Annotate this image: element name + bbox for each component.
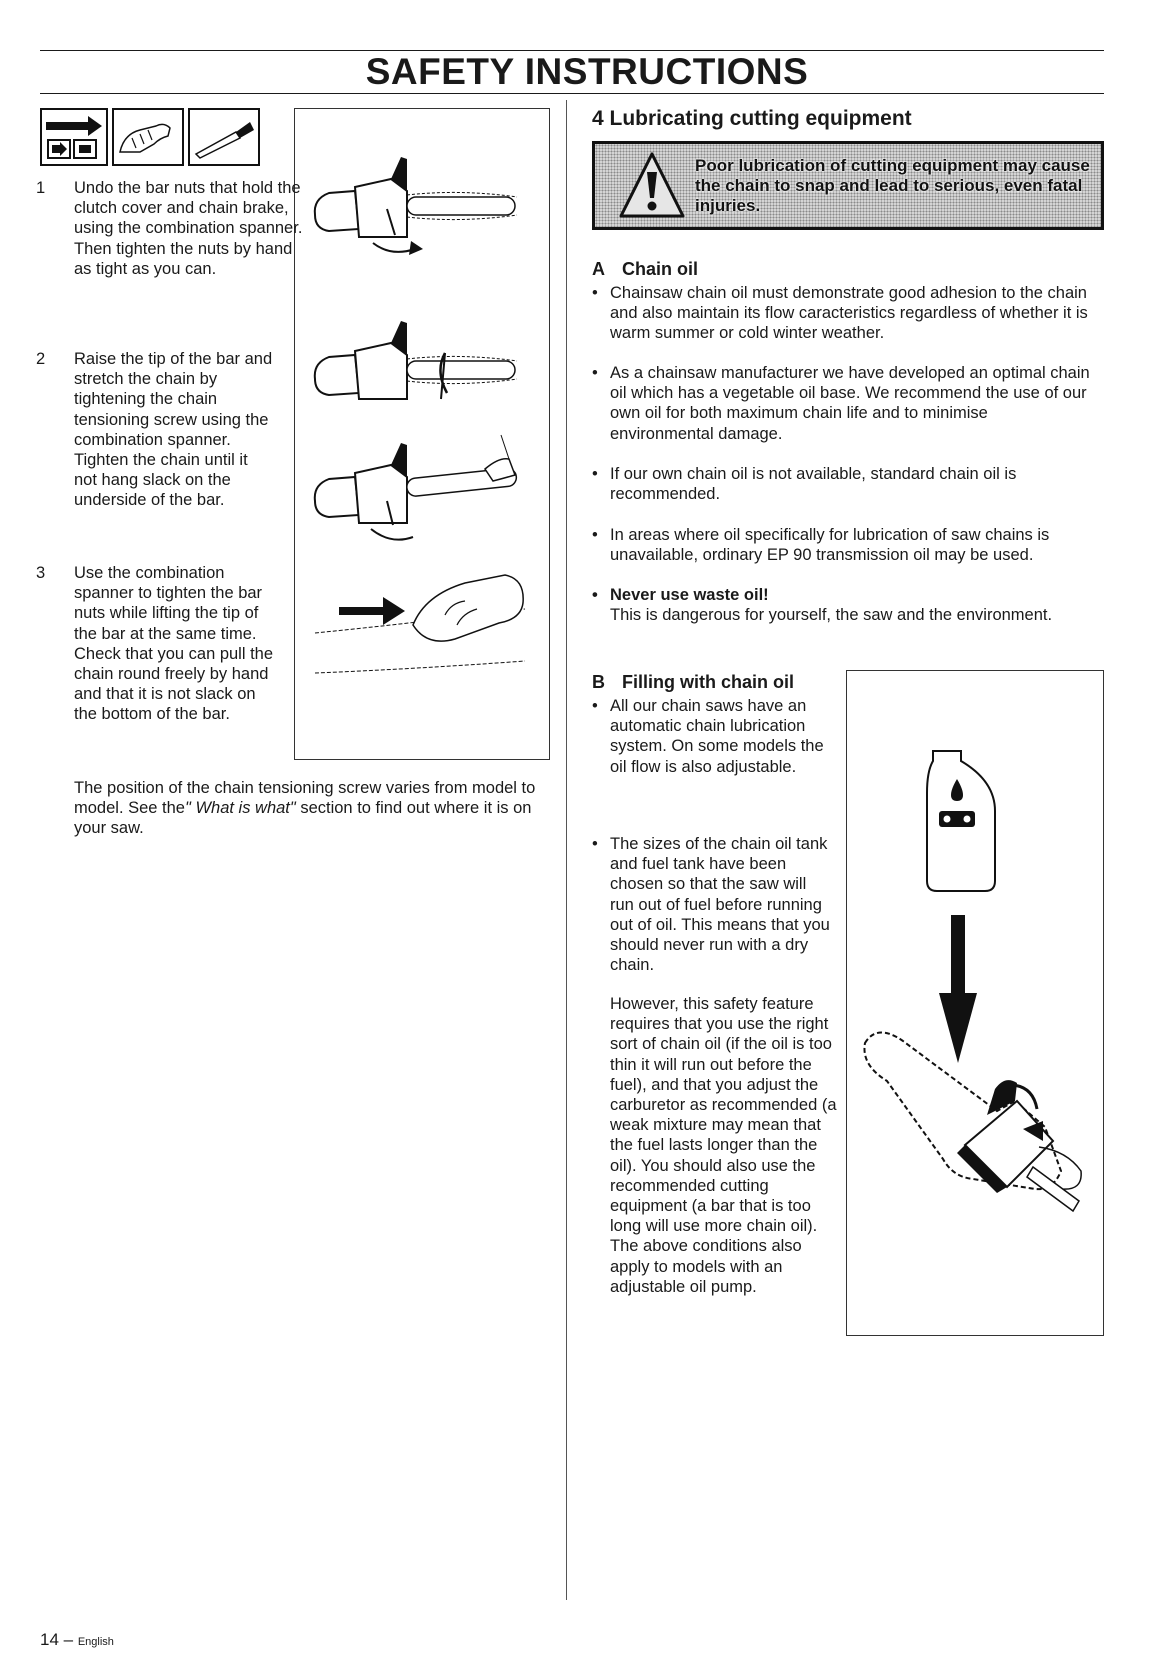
warning-text: Poor lubrication of cutting equipment may cause the chain to snap and lead to serious, even fatal injuries. <box>695 156 1090 215</box>
filling-paragraph: However, this safety feature requires that you use the right sort of chain oil (if the oil is too thin it will run out before the fuel), and that you adjust the carburetor as recommended (a weak mixture may mean that the fuel lasts longer than the oil). You should also use the recommended cutting equipment (a bar that is too long will use more chain oil). The above conditions also apply to models with an adjustable oil pump. <box>610 995 837 1296</box>
icon-strip <box>40 108 260 166</box>
step-1-text: Undo the bar nuts that hold the clutch cover and chain brake, using the combination spanner. Then tighten the nuts by hand as tight as you can. <box>74 179 303 278</box>
page-number: 14 <box>40 1630 59 1649</box>
step-3 <box>36 563 286 743</box>
warning-box <box>592 141 1104 230</box>
step-2-number: 2 <box>36 350 46 368</box>
footer-language: English <box>77 1636 114 1648</box>
warning-triangle-icon <box>617 150 687 222</box>
page-footer: 14 – English <box>40 1630 114 1649</box>
list-item: • All our chain saws have an automatic chain lubrication system. On some models the oil flow is also adjustable. <box>592 696 832 796</box>
list-item: • If our own chain oil is not available, standard chain oil is recommended. <box>592 464 1092 506</box>
chain-oil-bullet-3: If our own chain oil is not available, standard chain oil is recommended. <box>610 465 1017 504</box>
chain-oil-heading-text: Chain oil <box>622 259 698 279</box>
step-2-text: Raise the tip of the bar and stretch the chain by tightening the chain tensioning screw using the combination spanner. Tighten the chain until it not hang slack on the underside of the bar. <box>74 350 273 510</box>
oil-filling-figure-box <box>846 670 1104 1336</box>
chain-oil-letter: A <box>592 259 605 279</box>
down-arrow-icon <box>939 915 977 1063</box>
waste-oil-warning-text: Never use waste oil! <box>610 586 769 604</box>
glove-icon <box>113 109 183 165</box>
page-title: SAFETY INSTRUCTIONS <box>365 51 809 92</box>
waste-oil-explanation: This is dangerous for yourself, the saw and the environment. <box>610 606 1053 624</box>
waste-oil-warning: • Never use waste oil! <box>592 586 769 604</box>
note-text-after: section to find out where it is on your saw. <box>74 799 532 838</box>
brush-icon <box>189 109 259 165</box>
step-3-number: 3 <box>36 564 46 582</box>
chainsaw-lift-bar-tip-illustration <box>315 435 517 540</box>
chainsaw-tighten-nuts-illustration <box>315 157 517 255</box>
section-title: 4 Lubricating cutting equipment <box>592 107 912 130</box>
filling-letter: B <box>592 672 605 692</box>
chainsaw-filling-illustration <box>864 1032 1081 1211</box>
list-item: • Chainsaw chain oil must demonstrate good adhesion to the chain and also maintain its flow caracteristics regardless of whether it is warm summer or cold winter weather. <box>592 283 1092 345</box>
reading-arrow-icon <box>41 109 107 165</box>
list-item: • As a chainsaw manufacturer we have developed an optimal chain oil which has a vegetable oil base. We recommend the use of our own oil for both maximum chain life and to minimise environmental damage. <box>592 363 1092 445</box>
chain-oil-bullet-4: In areas where oil specifically for lubrication of saw chains is unavailable, ordinary EP 90 transmission oil may be used. <box>610 526 1050 565</box>
column-divider <box>566 100 567 1600</box>
list-item: • The sizes of the chain oil tank and fuel tank have been chosen so that the saw will run out of fuel before running out of oil. This means that you should never run with a dry chain. <box>592 834 832 984</box>
step-1-number: 1 <box>36 179 46 197</box>
filling-bullet-2: The sizes of the chain oil tank and fuel tank have been chosen so that the saw will run out of fuel before running out of oil. This means that you should never run with a dry chain. <box>610 835 830 975</box>
step-2 <box>36 349 286 519</box>
oil-can-icon <box>927 751 995 891</box>
hand-pull-chain-illustration <box>315 575 525 673</box>
chain-oil-bullet-1: Chainsaw chain oil must demonstrate good adhesion to the chain and also maintain its flow caracteristics regardless of whether it is warm summer or cold winter weather. <box>610 284 1088 343</box>
note-text-before: The position of the chain tensioning screw varies from model to model. See the <box>74 779 536 818</box>
filling-bullet-1: All our chain saws have an automatic chain lubrication system. On some models the oil flow is also adjustable. <box>610 697 824 776</box>
filling-heading-text: Filling with chain oil <box>622 672 794 692</box>
list-item: • In areas where oil specifically for lubrication of saw chains is unavailable, ordinary EP 90 transmission oil may be used. <box>592 525 1092 567</box>
step-3-text: Use the combination spanner to tighten the bar nuts while lifting the tip of the bar at the same time. Check that you can pull the chain round freely by hand and that it is not slack on the bottom of the bar. <box>74 564 274 724</box>
note-reference: " What is what" <box>185 799 296 818</box>
filling-heading <box>592 671 794 693</box>
chain-oil-heading <box>592 258 698 280</box>
step-1 <box>36 178 303 288</box>
chainsaw-tension-chain-illustration <box>315 321 517 399</box>
chain-oil-bullet-2: As a chainsaw manufacturer we have developed an optimal chain oil which has a vegetable oil base. We recommend the use of our own oil for both maximum chain life and to minimise environmental damage. <box>610 364 1090 443</box>
tensioning-screw-note <box>74 778 544 839</box>
tensioning-figure-box <box>294 108 550 760</box>
header-bottom-rule <box>40 93 1104 94</box>
